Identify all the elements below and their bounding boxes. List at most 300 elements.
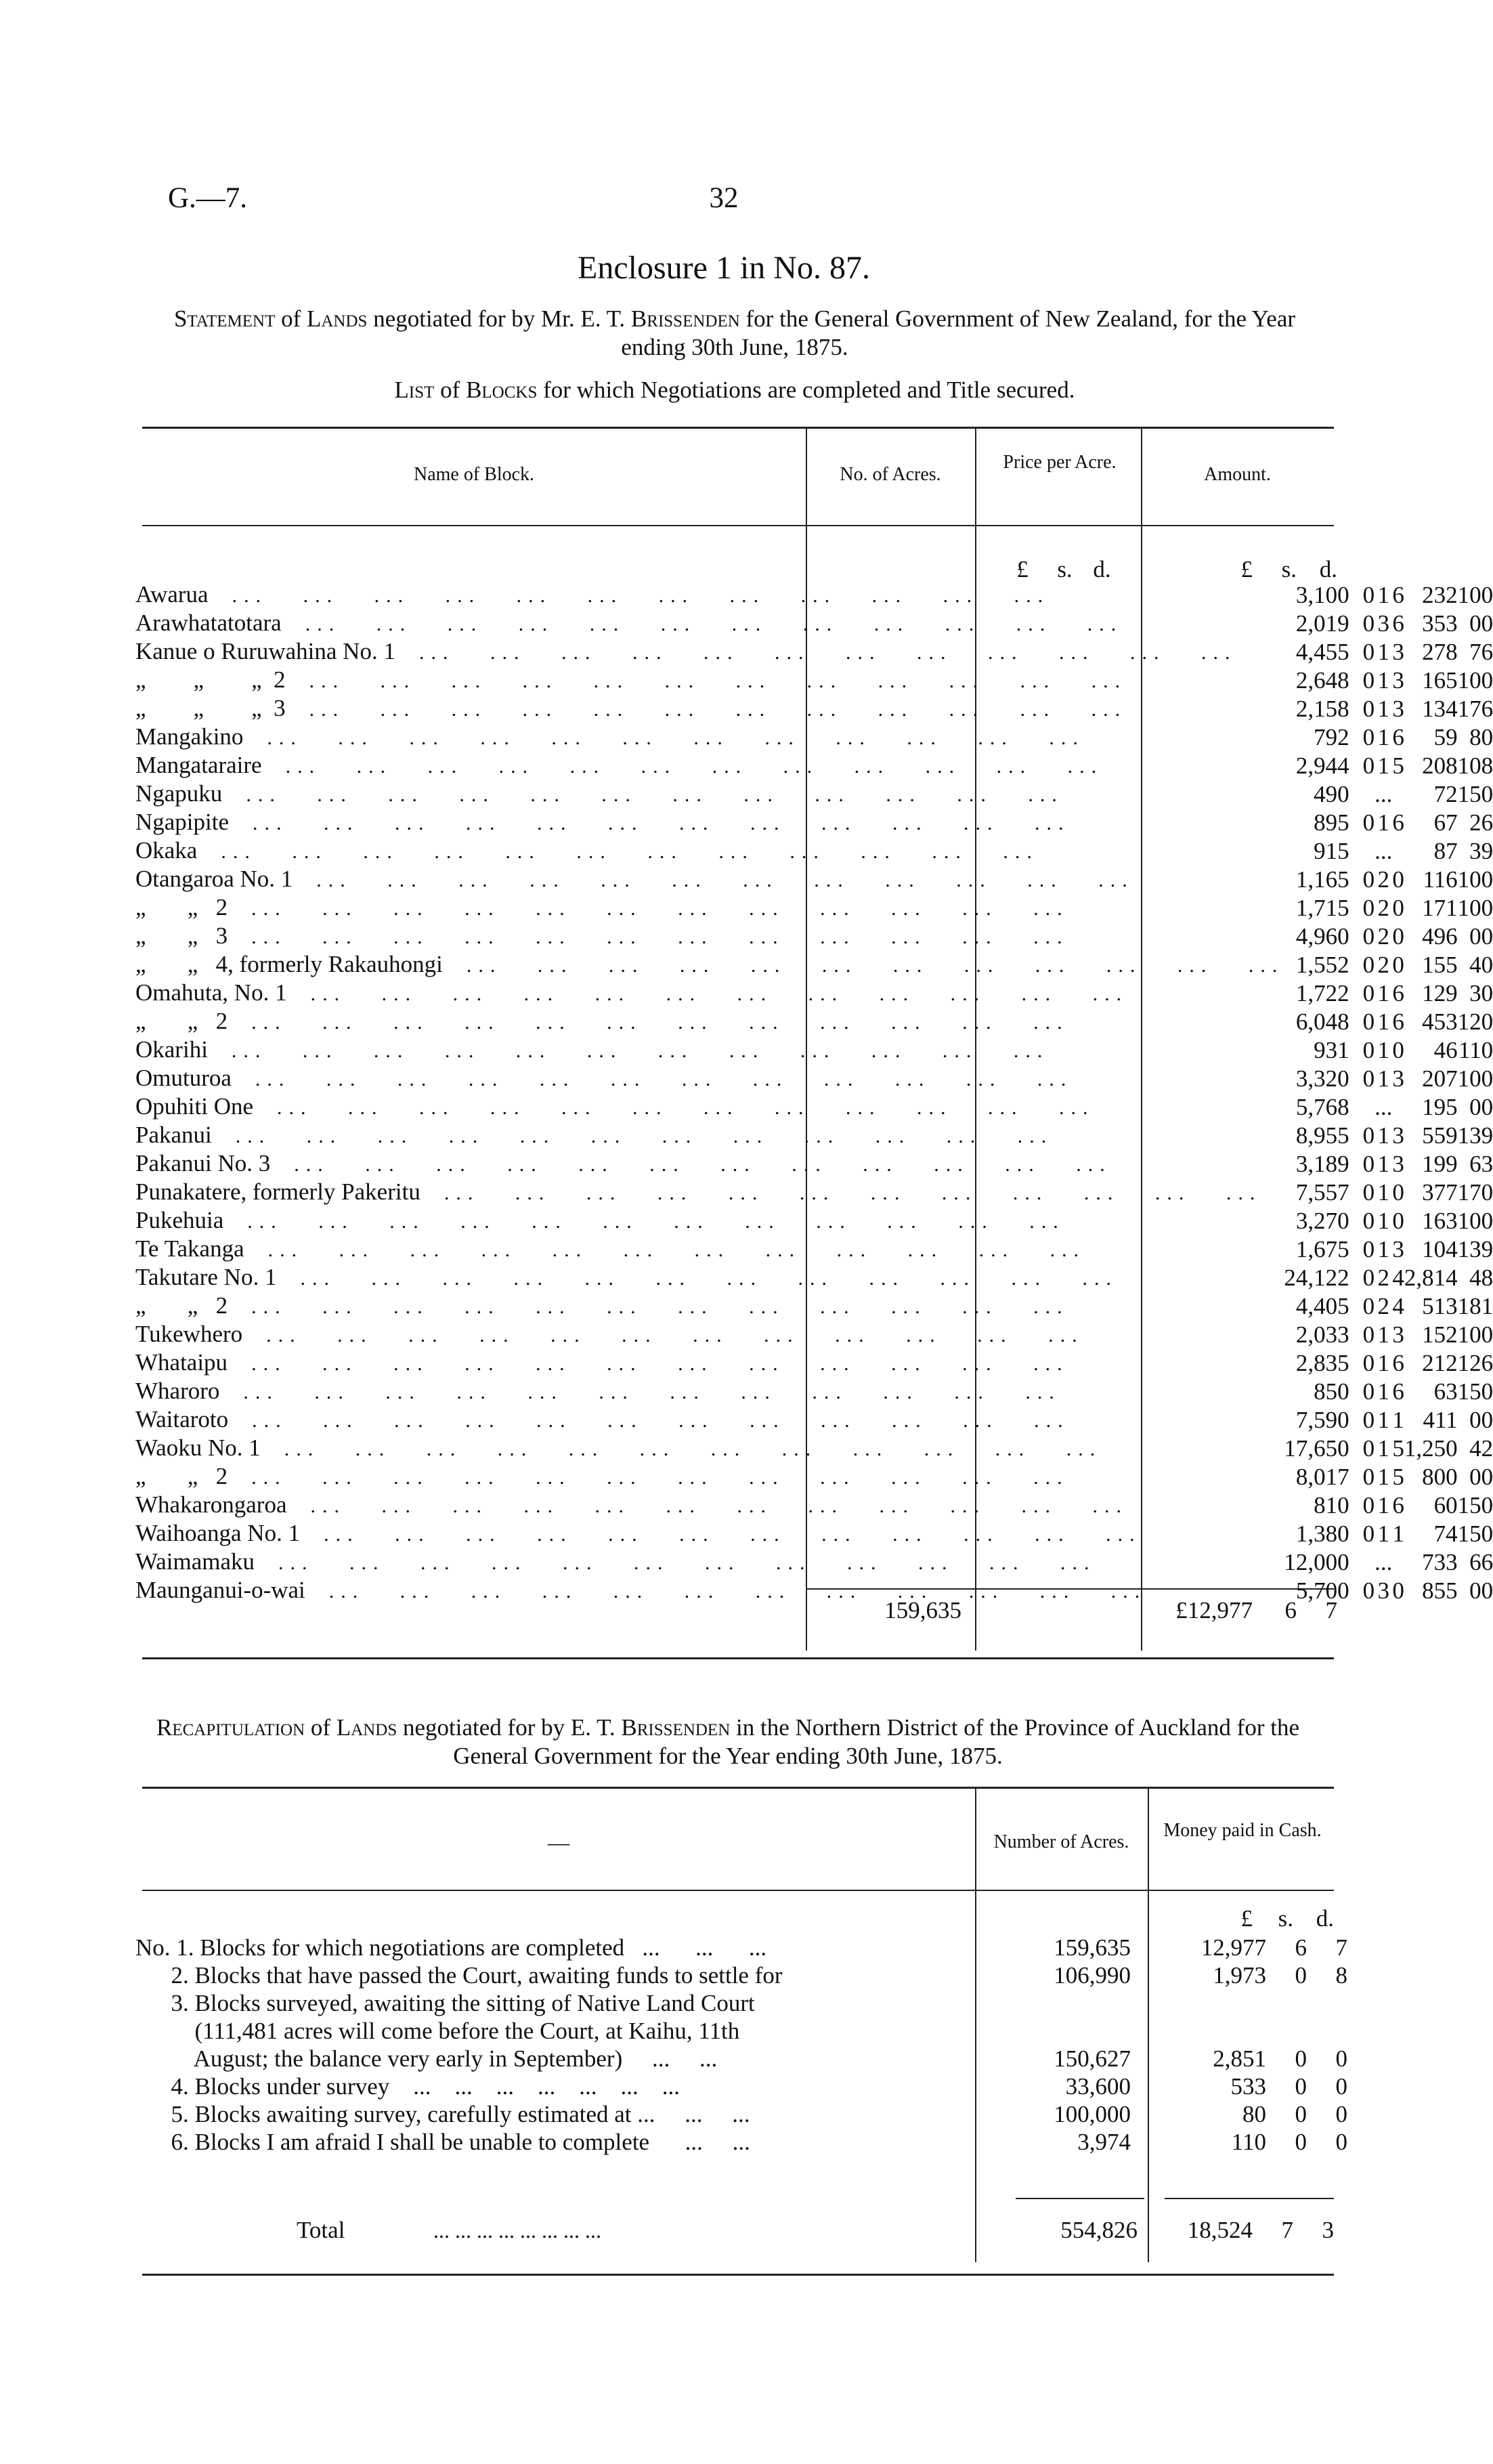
price-shillings: 1 — [1377, 1236, 1390, 1262]
leader-dots: ... ... ... ... ... ... ... ... ... ... ... ... — [228, 926, 1069, 948]
block-acres: 4,405 — [1295, 1293, 1349, 1319]
price-pence: 3 — [1392, 1065, 1404, 1092]
recap-heading — [146, 1714, 1310, 1770]
price-pounds: 0 — [1362, 639, 1375, 665]
amount-shillings: 6 — [1469, 1549, 1481, 1575]
leader-dots: ... ... ... ... ... ... ... ... ... ... ... ... — [442, 954, 1284, 977]
leader-dots: ... ... ... ... ... ... ... ... ... ... ... ... — [253, 1097, 1095, 1119]
block-row — [135, 1321, 1493, 1349]
block-acres: 810 — [1314, 1492, 1349, 1518]
price-pence: 6 — [1392, 610, 1404, 637]
amount-pounds: 152 — [1422, 1321, 1458, 1348]
block-row — [135, 837, 1493, 866]
leader-dots: ... ... ... ... ... ... ... ... ... ... ... ... — [261, 755, 1104, 778]
price-shillings: 1 — [1377, 1464, 1390, 1490]
amount-pounds: 278 — [1422, 639, 1458, 665]
amount-pence: 9 — [1481, 838, 1493, 864]
recap-bottom-rule — [142, 2274, 1334, 2276]
amount-shillings: 15 — [1457, 1521, 1481, 1547]
block-acres: 2,835 — [1295, 1350, 1349, 1376]
amount-pounds: 513 — [1422, 1293, 1458, 1319]
block-row — [135, 638, 1493, 666]
leader-dots: ... ... ... ... ... ... ... ... ... ... ... ... — [208, 585, 1050, 607]
leader-dots: ... ... ... ... ... ... ... ... ... ... ... ... — [222, 784, 1064, 806]
recap-shillings: 6 — [1295, 1934, 1307, 1961]
block-row — [135, 922, 1493, 951]
leader-dots: ... ... ... ... ... ... ... ... ... ... ... ... — [207, 1040, 1050, 1062]
recap-pounds — [1138, 1989, 1266, 2017]
recap-lead: Recapitulation — [156, 1714, 305, 1741]
amount-pence: 0 — [1481, 1094, 1493, 1120]
price-shillings: 1 — [1377, 696, 1390, 722]
recap-text-1: of — [305, 1714, 337, 1741]
block-row — [135, 1065, 1493, 1093]
block-acres: 2,033 — [1295, 1321, 1349, 1348]
recap-pounds: 1,973 — [1213, 1962, 1266, 1989]
recap-acres — [975, 2017, 1138, 2045]
price-shillings: ... — [1375, 781, 1393, 807]
amount-unit-pounds: £ — [1240, 556, 1253, 582]
block-row — [135, 951, 1493, 979]
price-pence: 0 — [1392, 952, 1404, 978]
recap-shillings: 0 — [1295, 1962, 1307, 1989]
amount-pounds: 63 — [1433, 1378, 1458, 1405]
block-name: Wharoro ... ... ... ... ... ... ... ... ... ... ... ... — [135, 1378, 1061, 1404]
amount-pounds: 116 — [1423, 866, 1458, 893]
total-acres: 159,635 — [884, 1597, 961, 1623]
amount-shillings: 8 — [1469, 724, 1481, 750]
amount-pounds: 411 — [1423, 1407, 1458, 1433]
recap-unit-pounds: £ — [1240, 1905, 1253, 1932]
price-pounds: 0 — [1362, 696, 1375, 722]
amount-pounds: 74 — [1433, 1521, 1458, 1547]
price-pence: 0 — [1392, 923, 1404, 950]
price-pence: 3 — [1392, 1236, 1404, 1262]
recap-row — [135, 1934, 1347, 1961]
recap-label: No. 1. Blocks for which negotiations are completed ... ... ... — [135, 1934, 767, 1961]
block-acres: 3,320 — [1295, 1065, 1349, 1092]
price-pounds: 0 — [1362, 610, 1375, 637]
block-acres: 850 — [1314, 1378, 1349, 1405]
price-pence: 6 — [1392, 1350, 1404, 1376]
amount-pence: 6 — [1481, 696, 1493, 722]
amount-pence: 0 — [1481, 1321, 1493, 1348]
leader-dots: ... ... ... ... ... ... ... ... ... ... ... ... — [286, 1495, 1128, 1517]
amount-pence: 0 — [1481, 1208, 1493, 1234]
block-row — [135, 1150, 1493, 1178]
recap-acres: 150,627 — [1054, 2045, 1131, 2072]
amount-pounds: 60 — [1433, 1492, 1458, 1518]
price-pence — [1392, 780, 1404, 809]
amount-pounds: 212 — [1422, 1350, 1458, 1376]
block-name: Pukehuia ... ... ... ... ... ... ... ... ... ... ... ... — [135, 1207, 1065, 1233]
price-shillings: 2 — [1377, 866, 1390, 893]
block-name: „ „ 3 ... ... ... ... ... ... ... ... ... ... ... ... — [135, 922, 1069, 949]
amount-shillings: 10 — [1457, 1208, 1481, 1234]
recap-row — [135, 1961, 1347, 1989]
amount-shillings: 15 — [1457, 1378, 1481, 1405]
block-row — [135, 1008, 1493, 1036]
price-pounds: 0 — [1362, 1208, 1375, 1234]
block-acres: 895 — [1314, 809, 1349, 836]
price-pounds: 0 — [1362, 1037, 1375, 1063]
recap-total-shillings: 7 — [1281, 2217, 1293, 2243]
block-acres: 3,270 — [1295, 1208, 1349, 1234]
block-name: Punakatere, formerly Pakeritu ... ... ... ... ... ... ... ... ... ... ... ... — [135, 1178, 1262, 1205]
block-name: Te Takanga ... ... ... ... ... ... ... ... ... ... ... ... — [135, 1235, 1086, 1262]
amount-shillings: 17 — [1457, 1179, 1481, 1206]
amount-pence: 0 — [1481, 582, 1493, 608]
amount-pence: 0 — [1481, 1492, 1493, 1518]
amount-shillings: 17 — [1457, 696, 1481, 722]
block-name: Maunganui-o-wai ... ... ... ... ... ... ... ... ... ... ... ... — [135, 1577, 1147, 1603]
leader-dots: ... ... ... ... ... ... ... ... ... ... ... ... — [286, 983, 1129, 1005]
block-acres: 915 — [1314, 838, 1349, 864]
leader-dots: ... ... ... ... ... ... ... ... ... ... ... ... — [223, 1210, 1065, 1233]
price-pounds: 0 — [1362, 752, 1375, 779]
amount-pounds: 353 — [1422, 610, 1458, 637]
recap-col-blank: — — [548, 1830, 569, 1854]
price-pounds: 0 — [1362, 667, 1375, 694]
amount-pence: 0 — [1481, 1378, 1493, 1405]
price-pounds — [1363, 1093, 1375, 1122]
price-shillings: 2 — [1377, 1293, 1390, 1319]
price-shillings: 1 — [1377, 639, 1390, 665]
statement-text-3: for the General Government of New Zealand, for the Year ending 30th June, 1875. — [621, 305, 1296, 360]
block-name: „ „ 2 ... ... ... ... ... ... ... ... ... ... ... ... — [135, 1463, 1069, 1489]
leader-dots: ... ... ... ... ... ... ... ... ... ... ... ... — [260, 1438, 1102, 1460]
amount-pounds: 377 — [1422, 1179, 1458, 1206]
leader-dots: ... ... ... ... ... ... ... ... ... ... ... ... — [300, 1523, 1142, 1546]
amount-pounds: 134 — [1422, 696, 1458, 722]
price-pounds: 0 — [1362, 1122, 1375, 1149]
table1-header-rule — [142, 525, 1334, 526]
block-name: Takutare No. 1 ... ... ... ... ... ... ... ... ... ... ... ... — [135, 1264, 1118, 1290]
amount-pounds: 171 — [1422, 895, 1458, 921]
block-acres: 24,122 — [1284, 1265, 1349, 1291]
leader-dots: ... ... ... ... ... ... ... ... ... ... ... ... — [255, 1552, 1096, 1574]
block-acres: 2,648 — [1295, 667, 1349, 694]
leader-dots: ... ... ... ... ... ... ... ... ... ... ... ... — [219, 1381, 1061, 1403]
price-pence: 3 — [1392, 696, 1404, 722]
amount-shillings: 0 — [1469, 1577, 1481, 1604]
price-pounds: 0 — [1362, 809, 1375, 836]
recap-lands: Lands — [336, 1714, 397, 1741]
block-name: Waitaroto ... ... ... ... ... ... ... ... ... ... ... ... — [135, 1406, 1070, 1432]
amount-shillings: 15 — [1457, 781, 1481, 807]
amount-pounds: 87 — [1433, 838, 1458, 864]
amount-shillings: 10 — [1457, 752, 1481, 779]
price-shillings: 1 — [1377, 582, 1390, 608]
recap-shillings — [1266, 1989, 1307, 2017]
block-acres: 4,960 — [1295, 923, 1349, 950]
recap-pence: 0 — [1335, 2045, 1347, 2072]
block-name: „ „ „ 2 ... ... ... ... ... ... ... ... ... ... ... ... — [135, 666, 1127, 693]
recap-unit-shillings: s. — [1278, 1905, 1293, 1932]
amount-pence: 0 — [1481, 923, 1493, 950]
block-row — [135, 894, 1493, 922]
price-shillings: 3 — [1377, 610, 1390, 637]
recap-row — [135, 2045, 1347, 2073]
amount-pounds: 163 — [1422, 1208, 1458, 1234]
statement-lands: Lands — [307, 305, 368, 332]
price-pence: 6 — [1392, 1378, 1404, 1405]
leader-dots: ... ... ... ... ... ... ... ... ... ... ... ... — [242, 1324, 1084, 1346]
amount-shillings: 15 — [1457, 1492, 1481, 1518]
block-acres: 8,017 — [1295, 1464, 1349, 1490]
amount-shillings: 10 — [1457, 582, 1481, 608]
leader-dots: ... ... ... ... ... ... ... ... ... ... ... ... — [276, 1267, 1118, 1290]
block-acres: 8,955 — [1295, 1122, 1349, 1149]
amount-shillings: 13 — [1457, 1122, 1481, 1149]
blocks-table-body — [135, 581, 1493, 1605]
price-shillings: 1 — [1377, 1065, 1390, 1092]
price-shillings: 1 — [1377, 1350, 1390, 1376]
recap-pounds: 80 — [1242, 2101, 1266, 2127]
amount-pence: 0 — [1481, 1521, 1493, 1547]
recap-acres: 33,600 — [1065, 2073, 1131, 2100]
amount-pounds: 59 — [1433, 724, 1458, 750]
block-row — [135, 1122, 1493, 1150]
price-unit-pence: d. — [1093, 556, 1111, 582]
recap-acres — [975, 1989, 1138, 2017]
block-row — [135, 1264, 1493, 1292]
amount-shillings: 3 — [1469, 980, 1481, 1006]
price-unit-shillings: s. — [1057, 556, 1073, 582]
block-acres: 2,944 — [1295, 752, 1349, 779]
recap-row — [135, 2073, 1347, 2100]
price-shillings: 1 — [1377, 1435, 1390, 1462]
price-pounds: 0 — [1362, 1151, 1375, 1177]
price-pounds — [1363, 1548, 1375, 1577]
price-pence: 6 — [1392, 582, 1404, 608]
amount-pence: 0 — [1481, 895, 1493, 921]
price-pounds: 0 — [1362, 1236, 1375, 1262]
block-acres: 931 — [1314, 1037, 1349, 1063]
block-acres: 1,715 — [1295, 895, 1349, 921]
leader-dots: ... ... ... ... ... ... ... ... ... ... ... ... — [244, 1239, 1086, 1261]
leader-dots: ... ... ... ... ... ... ... ... ... ... ... ... — [228, 1011, 1069, 1034]
amount-shillings: 7 — [1469, 639, 1481, 665]
block-name: „ „ „ 3 ... ... ... ... ... ... ... ... ... ... ... ... — [135, 695, 1127, 721]
price-pounds: 0 — [1362, 724, 1375, 750]
list-text-1: of — [434, 377, 467, 403]
price-pence: 3 — [1392, 1321, 1404, 1348]
amount-pence: 8 — [1481, 1265, 1493, 1291]
amount-pounds: 67 — [1433, 809, 1458, 836]
leader-dots: ... ... ... ... ... ... ... ... ... ... ... ... — [228, 897, 1069, 920]
recap-pence: 7 — [1335, 1934, 1347, 1961]
price-pence: 5 — [1392, 1464, 1404, 1490]
amount-pence: 0 — [1481, 781, 1493, 807]
block-name: Tukewhero ... ... ... ... ... ... ... ... ... ... ... ... — [135, 1321, 1084, 1347]
recap-pence: 8 — [1335, 1962, 1347, 1989]
amount-pence: 0 — [1481, 1407, 1493, 1433]
price-pounds: 0 — [1362, 1378, 1375, 1405]
statement-heading — [159, 305, 1310, 362]
recap-acres: 100,000 — [1054, 2101, 1131, 2127]
amount-pence: 6 — [1481, 809, 1493, 836]
block-acres: 792 — [1314, 724, 1349, 750]
recap-col-acres: Number of Acres. — [993, 1831, 1129, 1852]
col-no-of-acres: No. of Acres. — [840, 464, 941, 485]
block-acres: 1,552 — [1295, 952, 1349, 978]
price-shillings: 1 — [1377, 1179, 1390, 1206]
leader-dots: ... ... ... ... ... ... ... ... ... ... ... ... — [285, 670, 1127, 692]
amount-pounds: 72 — [1433, 781, 1458, 807]
leader-dots: ... ... ... ... ... ... ... ... ... ... ... ... — [395, 641, 1237, 664]
amount-shillings: 0 — [1469, 1407, 1481, 1433]
recap-header-rule — [142, 1890, 1334, 1891]
recap-text-3: in the Northern District of the Province of Auckland for the General Government for the Year ending 30th June, 1875. — [453, 1714, 1300, 1769]
price-pence: 5 — [1392, 752, 1404, 779]
amount-pence: 0 — [1481, 866, 1493, 893]
block-row — [135, 666, 1493, 695]
amount-pounds: 199 — [1422, 1151, 1458, 1177]
list-heading — [159, 377, 1310, 404]
price-pence: 4 — [1392, 1293, 1404, 1319]
price-pence: 6 — [1392, 1492, 1404, 1518]
leader-dots: ... ... ... ... ... ... ... ... ... ... ... ... — [270, 1153, 1112, 1176]
price-shillings: 1 — [1377, 1151, 1390, 1177]
list-lead: List — [394, 377, 435, 403]
recap-pence: 0 — [1335, 2129, 1347, 2155]
blocks-table — [135, 581, 1493, 1605]
block-name: Okaka ... ... ... ... ... ... ... ... ... ... ... ... — [135, 837, 1039, 864]
block-row — [135, 610, 1493, 638]
amount-pounds: 2,814 — [1404, 1265, 1458, 1291]
price-pence: 0 — [1392, 1037, 1404, 1063]
price-shillings: 1 — [1377, 1037, 1390, 1063]
block-row — [135, 1178, 1493, 1207]
block-row — [135, 1235, 1493, 1264]
amount-pounds: 155 — [1422, 952, 1458, 978]
amount-shillings: 4 — [1469, 1265, 1481, 1291]
price-unit-pounds: £ — [1016, 556, 1029, 582]
block-acres: 490 — [1314, 781, 1349, 807]
leader-dots: ... ... ... ... ... ... ... ... ... ... ... ... — [243, 727, 1085, 749]
block-name: „ „ 2 ... ... ... ... ... ... ... ... ... ... ... ... — [135, 1008, 1069, 1034]
block-acres: 3,189 — [1295, 1151, 1349, 1177]
price-pence: 4 — [1392, 1265, 1404, 1291]
price-pence: 6 — [1392, 1008, 1404, 1035]
price-pounds: 0 — [1362, 980, 1375, 1006]
amount-pence: 0 — [1481, 610, 1493, 637]
block-row — [135, 695, 1493, 723]
price-pence: 3 — [1392, 1122, 1404, 1149]
recap-table — [135, 1934, 1347, 2156]
amount-shillings: 12 — [1457, 1008, 1481, 1035]
amount-pence: 2 — [1481, 1435, 1493, 1462]
price-pounds: 0 — [1362, 1464, 1375, 1490]
amount-shillings: 10 — [1457, 895, 1481, 921]
amount-shillings: 11 — [1458, 1037, 1481, 1063]
amount-pence: 9 — [1481, 1122, 1493, 1149]
block-row — [135, 866, 1493, 894]
amount-pounds: 208 — [1422, 752, 1458, 779]
price-pence — [1392, 1548, 1404, 1577]
recap-row — [135, 2100, 1347, 2128]
block-name: Waihoanga No. 1 ... ... ... ... ... ... ... ... ... ... ... ... — [135, 1520, 1142, 1546]
block-row — [135, 581, 1493, 610]
recap-text-2: negotiated for by E. T. — [397, 1714, 622, 1741]
block-acres: 3,100 — [1295, 582, 1349, 608]
amount-pence: 9 — [1481, 1236, 1493, 1262]
price-pounds: 0 — [1362, 1350, 1375, 1376]
block-name: Waimamaku ... ... ... ... ... ... ... ... ... ... ... ... — [135, 1548, 1096, 1575]
block-name: Whataipu ... ... ... ... ... ... ... ... ... ... ... ... — [135, 1349, 1069, 1376]
recap-table-body — [135, 1934, 1347, 2156]
leader-dots: ... ... ... ... ... ... ... ... ... ... ... ... — [228, 1409, 1070, 1432]
block-acres: 1,165 — [1295, 866, 1349, 893]
leader-dots: ... ... ... ... ... ... ... ... ... ... ... ... — [293, 869, 1134, 891]
block-row — [135, 1491, 1493, 1520]
price-shillings: 2 — [1377, 895, 1390, 921]
price-pence: 0 — [1392, 1577, 1404, 1604]
price-shillings: 2 — [1377, 1265, 1390, 1291]
statement-text-1: of — [275, 305, 307, 332]
leader-dots: ... ... ... ... ... ... ... ... ... ... ... ... — [197, 841, 1039, 863]
price-pounds: 0 — [1362, 1265, 1375, 1291]
recap-pounds: 110 — [1231, 2129, 1266, 2155]
recap-label: 2. Blocks that have passed the Court, awaiting funds to settle for — [135, 1962, 783, 1989]
block-row — [135, 1548, 1493, 1577]
total-amount-pence: 7 — [1325, 1597, 1337, 1623]
total-amount-shillings: 6 — [1284, 1597, 1297, 1623]
block-acres: 12,000 — [1284, 1549, 1349, 1575]
price-shillings: 2 — [1377, 952, 1390, 978]
block-name: Pakanui No. 3 ... ... ... ... ... ... ... ... ... ... ... ... — [135, 1150, 1112, 1176]
price-pounds: 0 — [1362, 923, 1375, 950]
price-pence: 3 — [1392, 667, 1404, 694]
total-amount-pounds: £12,977 — [1175, 1597, 1253, 1623]
price-shillings: 1 — [1377, 809, 1390, 836]
amount-shillings: 6 — [1469, 1151, 1481, 1177]
price-pounds: 0 — [1362, 1521, 1375, 1547]
block-name: Omahuta, No. 1 ... ... ... ... ... ... ... ... ... ... ... ... — [135, 979, 1129, 1006]
amount-pence: 1 — [1481, 1293, 1493, 1319]
block-acres: 5,700 — [1295, 1577, 1349, 1604]
amount-pence: 0 — [1481, 667, 1493, 694]
leader-dots: ... ... ... ... ... ... ... ... ... ... ... ... — [228, 1466, 1069, 1489]
block-name: Mangataraire ... ... ... ... ... ... ... ... ... ... ... ... — [135, 752, 1104, 778]
block-name: Omuturoa ... ... ... ... ... ... ... ... ... ... ... ... — [135, 1065, 1073, 1091]
block-name: Opuhiti One ... ... ... ... ... ... ... ... ... ... ... ... — [135, 1093, 1095, 1120]
price-pounds: 0 — [1362, 952, 1375, 978]
recap-unit-pence: d. — [1316, 1905, 1334, 1932]
amount-pounds: 496 — [1422, 923, 1458, 950]
amount-shillings: 10 — [1457, 1065, 1481, 1092]
block-row — [135, 979, 1493, 1008]
price-pounds: 0 — [1362, 1407, 1375, 1433]
price-shillings: 2 — [1377, 923, 1390, 950]
price-pence: 0 — [1392, 895, 1404, 921]
price-pounds: 0 — [1362, 1321, 1375, 1348]
recap-label: 3. Blocks surveyed, awaiting the sitting of Native Land Court — [135, 1990, 755, 2016]
amount-shillings: 0 — [1469, 610, 1481, 637]
amount-shillings: 0 — [1469, 923, 1481, 950]
price-shillings: ... — [1375, 838, 1393, 864]
recap-pence: 0 — [1335, 2101, 1347, 2127]
price-pence: 0 — [1392, 866, 1404, 893]
block-row — [135, 1378, 1493, 1406]
price-pence: 3 — [1392, 1151, 1404, 1177]
price-pence: 3 — [1392, 639, 1404, 665]
block-acres: 7,590 — [1295, 1407, 1349, 1433]
amount-pence: 0 — [1481, 1577, 1493, 1604]
price-shillings: ... — [1375, 1094, 1393, 1120]
block-name: Whakarongaroa ... ... ... ... ... ... ... ... ... ... ... ... — [135, 1491, 1128, 1518]
